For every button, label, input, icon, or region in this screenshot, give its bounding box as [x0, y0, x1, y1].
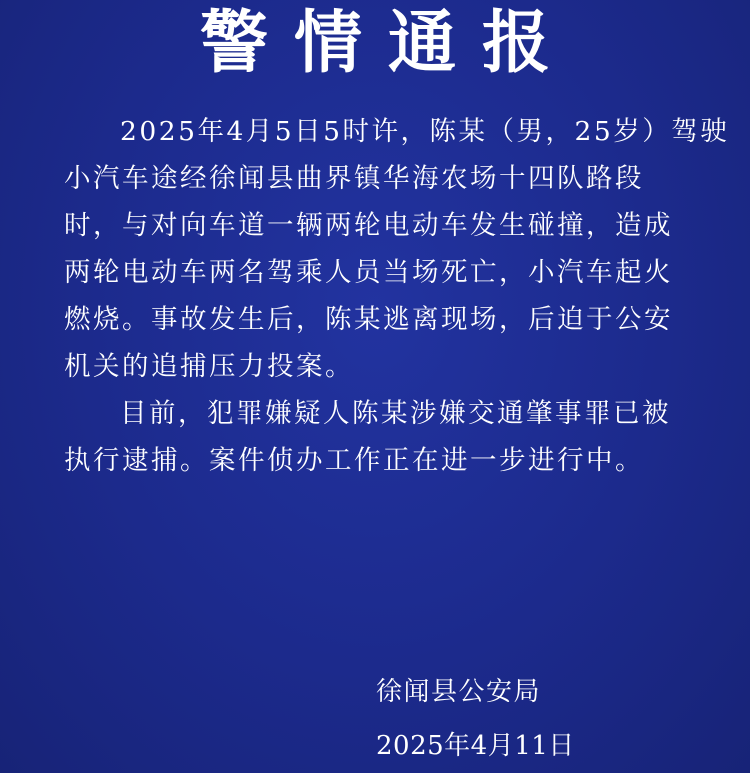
paragraph-line: 2025年4月5日5时许，陈某（男，25岁）驾驶: [120, 116, 730, 147]
issue-date: 2025年4月11日: [376, 731, 575, 761]
paragraph-line: 执行逮捕。案件侦办工作正在进一步进行中。: [64, 445, 644, 476]
paragraph-line: 燃烧。事故发生后，陈某逃离现场，后迫于公安: [64, 304, 673, 335]
paragraph-line: 时，与对向车道一辆两轮电动车发生碰撞，造成: [64, 210, 673, 241]
notice-title: 警情通报: [199, 4, 576, 83]
paragraph-status: [64, 390, 686, 484]
paragraph-incident: [64, 108, 730, 390]
paragraph-line: 机关的追捕压力投案。: [64, 351, 354, 382]
paragraph-line: 两轮电动车两名驾乘人员当场死亡，小汽车起火: [64, 257, 673, 288]
issuing-authority: 徐闻县公安局: [376, 677, 542, 707]
paragraph-line: 目前，犯罪嫌疑人陈某涉嫌交通肇事罪已被: [120, 398, 671, 429]
notice-body: [64, 108, 730, 484]
paragraph-line: 小汽车途经徐闻县曲界镇华海农场十四队路段: [64, 163, 644, 194]
